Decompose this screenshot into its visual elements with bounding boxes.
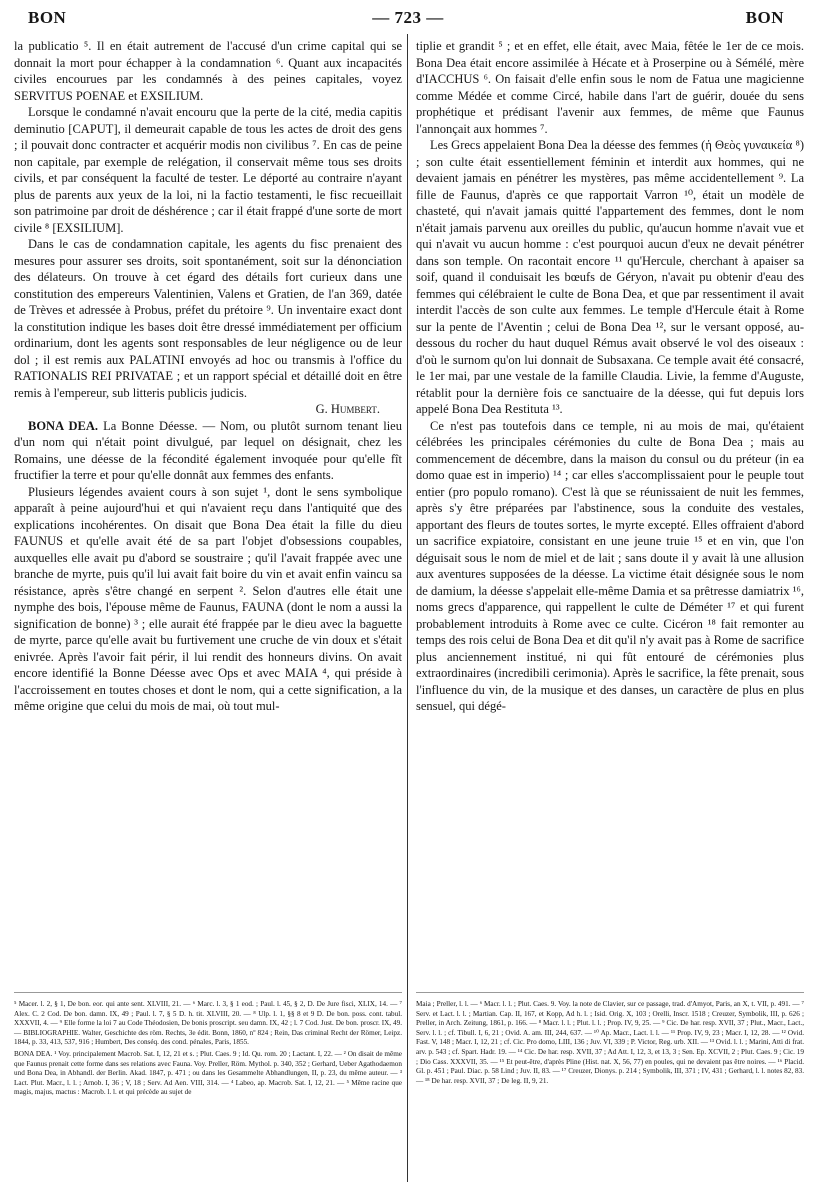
header-left-keyword: BON: [28, 8, 67, 27]
running-header: [18, 8, 798, 32]
paragraph: Dans le cas de condamnation capitale, les agents du fisc prenaient des mesures pour assurer ses droits, soit spontanément, soit sur la dénonciation des délateurs. On trouve à cet égard des détails fort curieux dans une constitution des empereurs Valentinien, Valens et Gratien, de l'an 369, datée de Trèves et adressée à Probus, préfet du prétoire ⁹. Un inventaire exact dont la constitution indique les bases doit être dressé immédiatement per officium ordinarium, dont les agents sont responsables de leur négligence ou de leur dol ; il est remis aux PALATINI envoyés ad hoc ou transmis à l'office du RATIONALIS REI PRIVATAE ; et un rapport spécial et détaillé doit en être remis à l'empereur, sub litteris publicis judicis.: [14, 237, 402, 400]
footnote-separator: [14, 992, 402, 993]
author-signature: G. Humbert.: [315, 402, 380, 416]
paragraph: Ce n'est pas toutefois dans ce temple, ni au mois de mai, qu'étaient célébrées les principales cérémonies du culte de Bona Dea ; mais au commencement de décembre, dans la maison du consul ou du préteur (in ea domo quae est in imperio) ¹⁴ ; car elles s'accomplissaient pour le peuple tout entier (pro populo romano). C'est là que se réunissaient de nuit les femmes, après s'y être préparées par l'abstinence, sous la conduite des vestales, apportant des fleurs de toutes sortes, le myrte excepté. Elles offraient d'abord un sacrifice expiatoire, consistant en une jeune truie ¹⁵ et en vin, que l'on déguisait sous le nom de miel et de lait ; sans doute il y avait là une allusion aux aventures supposées de la déesse. La victime était désignée sous le nom de damium, la déesse s'appelait elle-même Damia et sa prêtresse damiatrix ¹⁶, noms grecs d'apparence, qui rappellent le culte de Déméter ¹⁷ et qui furent probablement introduits à Rome avec ce culte. Cicéron ¹⁸ fait remonter au temps des rois celui de Bona Dea et dit qu'il n'y avait pas à Rome de sacrifice plus anciennement institué, ni qui fût entouré de cérémonies plus extraordinaires (incredibili cerimonia). Après le sacrifice, la fête prenait, sous l'influence du vin, de la musique et des danses, un caractère de plus en plus sensuel, qui dégé-: [416, 418, 804, 713]
paragraph: Plusieurs légendes avaient cours à son sujet ¹, dont le sens symbolique apparaît à peine aujourd'hui et qui n'avaient reçu dans l'antiquité que des explications incohérentes. On disait que Bona Dea était la fille du dieu FAUNUS et qu'elle avait été de sa part l'objet d'obsessions coupables, auxquelles elle avait pu d'abord se soustraire ; qu'il l'avait frappée avec une branche de myrte, puis qu'il lui avait fait boire du vin et avait enfin vaincu sa résistance, après s'être changé en serpent ². Selon d'autres elle était une nymphe des bois, l'épouse même de Faunus, FAUNA (dont le nom a aussi la signification de bonne) ³ ; elle aurait été frappée par le dieu avec la baguette de myrte, parce qu'elle avait bu furtivement une cruche de vin doux et s'était enivrée. Après l'avoir fait périr, il lui rendit des honneurs divins. On avait encore identifié la Bonne Déesse avec Ops et avec MAIA ⁴, qui préside à l'accroissement en toutes choses et dont le nom, qui a cette signification, a la même origine que celui du mois de mai, où tout mul-: [14, 484, 402, 713]
paragraph: Les Grecs appelaient Bona Dea la déesse des femmes (ἡ Θεὸς γυναικεία ⁸) ; son culte était essentiellement féminin et interdit aux hommes, qui ne devaient jamais en pénétrer les mystères, pas même accidentellement ⁹. La fille de Faunus, d'après ce que rapportait Varron ¹⁰, était un modèle de chasteté, qui n'avait jamais quitté l'appartement des femmes, dont le nom n'était jamais parvenu aux oreilles du public, qu'aucun homme n'avait vue et qui n'avait vu aucun homme : c'est pourquoi aucun d'eux ne devait pénétrer dans son temple. On racontait encore ¹¹ qu'Hercule, cherchant à apaiser sa soif, quand il conduisait les bœufs de Géryon, n'avait pu obtenir d'eau des femmes qui célébraient le culte de Bona Dea, et que par ressentiment il avait interdit l'accès de son culte aux femmes. Le temple d'Hercule était à Rome sur la pente de l'Aventin ; celui de Bona Dea ¹², sur le versant opposé, au-dessous du rocher du haut duquel Rémus avait observé le vol des oiseaux : d'où le surnom qu'on lui donnait de Subsaxana. Ce temple avait été consacré, le 1er mai, par une vestale de la famille Claudia. Livie, la femme d'Auguste, rétablit pour la dernière fois ce sanctuaire de la déesse, qui fut depuis lors appelé Bona Dea Restituta ¹³.: [416, 138, 804, 416]
footnote-separator: [416, 992, 804, 993]
left-column: [14, 38, 402, 715]
entry-title: BONA DEA.: [28, 418, 98, 433]
right-column: [416, 38, 804, 715]
footnote-block: BONA DEA. ¹ Voy. principalement Macrob. Sat. I, 12, 21 et s. ; Plut. Caes. 9 ; Id. Qu. rom. 20 ; Lactant. I, 22. — ² On disait de même que Faunus prenait cette forme dans ses relations avec Fauna. Voy. Preller, Röm. Mythol. p. 340, 352 ; Gerhard, Ueber Agathodaemon und Bona Dea, in Abhandl. der Berlin. Akad. 1847, p. 471 ; ou dans les Gesammelte Abhandlungen, II, p. 23, du même auteur. — ³ Lact. Plut. Macr., l. l. ; Arnob. I, 36 ; V, 18 ; Serv. Ad Aen. VIII, 314. — ⁴ Labeo, ap. Macrob. Sat. I, 12, 21. — ⁵ Même racine que magis, majus, mactus : Macrob. l. l. et qui précède au sujet de: [14, 1049, 402, 1097]
header-right-keyword: BON: [745, 8, 784, 27]
entry-text: La Bonne Déesse. — Nom, ou plutôt surnom tenant lieu d'un nom qui n'était point divulgué, par lequel on désignait, chez les Romains, une déesse de la fécondité également invoquée pour qu'elle fît fructifier la terre et pour qu'elle donnât aux femmes des enfants.: [14, 418, 402, 482]
footnote-block: Maia ; Preller, l. l. — ⁶ Macr. l. l. ; Plut. Caes. 9. Voy. la note de Clavier, sur ce passage, trad. d'Amyot, Paris, an X, t. VII, p. 491. — ⁷ Serv. et Lact. l. l. ; Martian. Cap. II, 167, et Kopp, Ad h. l. ; Isid. Orig. X, 103 ; Orelli, Inscr. 1518 ; Creuzer, Symbolik, III, p. 626 ; Preller, in Arch. Zeitung, 1861, p. 166. — ⁸ Macr. l. l. ; Plut. l. l. ; Prop. IV, 9, 25. — ⁹ Cic. De har. resp. XVII, 37 ; Plut., Macr., Lact., Serv. l. l. ; cf. Tibull. I, 6, 21 ; Ovid. A. am. III, 244, 637. — ¹⁰ Ap. Macr., Lact. l. l. — ¹¹ Prop. IV, 9, 23 ; Macr. I, 12, 28. — ¹² Ovid. Fast. V, 148 ; Macr. I, 12, 21 ; cf. Cic. Pro domo, LIII, 136 ; Juv. VI, 339 ; P. Victor, Reg. urb. XII. — ¹³ Ovid. l. l. ; Marini, Atti di frat. arv. p. 543 ; cf. Spart. Hadr. 19. — ¹⁴ Cic. De har. resp. XVII, 37 ; Ad Att. I, 12, 3, et 13, 3 ; Sen. Ep. XCVII, 2 ; Plut. Caes. 9 ; Cic. 19 ; Dio Cass. XXXVII, 35. — ¹⁵ Et peut-être, d'après Pline (Hist. nat. X, 56, 77) en poules, qui ne devaient pas être noires. — ¹⁶ Placid. Gl. p. 451 ; Paul. Diac. p. 58 Lind ; Juv. II, 83. — ¹⁷ Creuzer, Dionys. p. 214 ; Symbolik, III, 371 ; IV, 431 ; Gerhard, l. l. notes 82, 83. — ¹⁸ De har. resp. XVII, 37 ; De leg. II, 9, 21.: [416, 1000, 804, 1085]
page-number: — 723 —: [372, 8, 444, 27]
paragraph: Lorsque le condamné n'avait encouru que la perte de la cité, media capitis deminutio [CAPUT], il demeurait capable de tous les actes de droit des gens ; il pouvait donc contracter et acquérir modis non civilibus ⁷. En cas de peine non capitale, par exemple de relégation, il conservait même tous ses droits civils, et par conséquent la faculté de tester. Le déporté au contraire n'ayant plus de parents aux yeux de la loi, ni la factio testamenti, le fisc recueillait son patrimoine par droit de déshérence ; car il était frappé d'une sorte de mort civile ⁸ [EXSILIUM].: [14, 105, 402, 235]
entry-paragraph: [14, 418, 402, 484]
column-divider: [407, 34, 408, 1182]
paragraph: la publicatio ⁵. Il en était autrement de l'accusé d'un crime capital qui se donnait la mort pour échapper à la condamnation ⁶. Quant aux incapacités civiles encourues par les condamnés à des peines capitales, voyez SERVITUS POENAE et EXSILIUM.: [14, 39, 402, 103]
footnotes-right: [416, 1000, 804, 1086]
paragraph: tiplie et grandit ⁵ ; et en effet, elle était, avec Maia, fêtée le 1er de ce mois. Bona Dea était encore assimilée à Hécate et à Proserpine ou à Sémélé, mère d'IACCHUS ⁶. On faisait d'elle enfin sous le nom de Fatua une magicienne comme Médée et comme Circé, habile dans l'art de guérir, douée du sens prophétique et prédisant l'avenir aux femmes, de même que Faunus l'annonçait aux hommes ⁷.: [416, 39, 804, 136]
footnote-block: ⁵ Macer. l. 2, § 1, De bon. eor. qui ante sent. XLVIII, 21. — ⁶ Marc. l. 3, § 1 eod. ; Paul. l. 45, § 2, D. De Jure fisci, XLIX, 14. — ⁷ Alex. C. 2 Cod. De bon. damn. IX, 49 ; Paul. l. 7, § 5 D. h. tit. XLVIII, 20. — ⁸ Ulp. l. 1, §§ 8 et 9 D. De bon. poss. cont. tabul. XXXVII, 4. — ⁹ Elle forme la loi 7 au Code Théodosien, De bonis proscript. seu damn. IX, 42 ; l. 7 Cod. Just. De bon. proscr. IX, 49. — BIBLIOGRAPHIE. Walter, Geschichte des röm. Rechts, 3e édit. Bonn, 1860, nº 824 ; Rein, Das criminal Recht der Römer, Leipz. 1844, p. 33, 413, 537, 916 ; Humbert, Des conséq. des cond. pénales, Paris, 1855.: [14, 1000, 402, 1047]
footnotes-left: [14, 1000, 402, 1098]
